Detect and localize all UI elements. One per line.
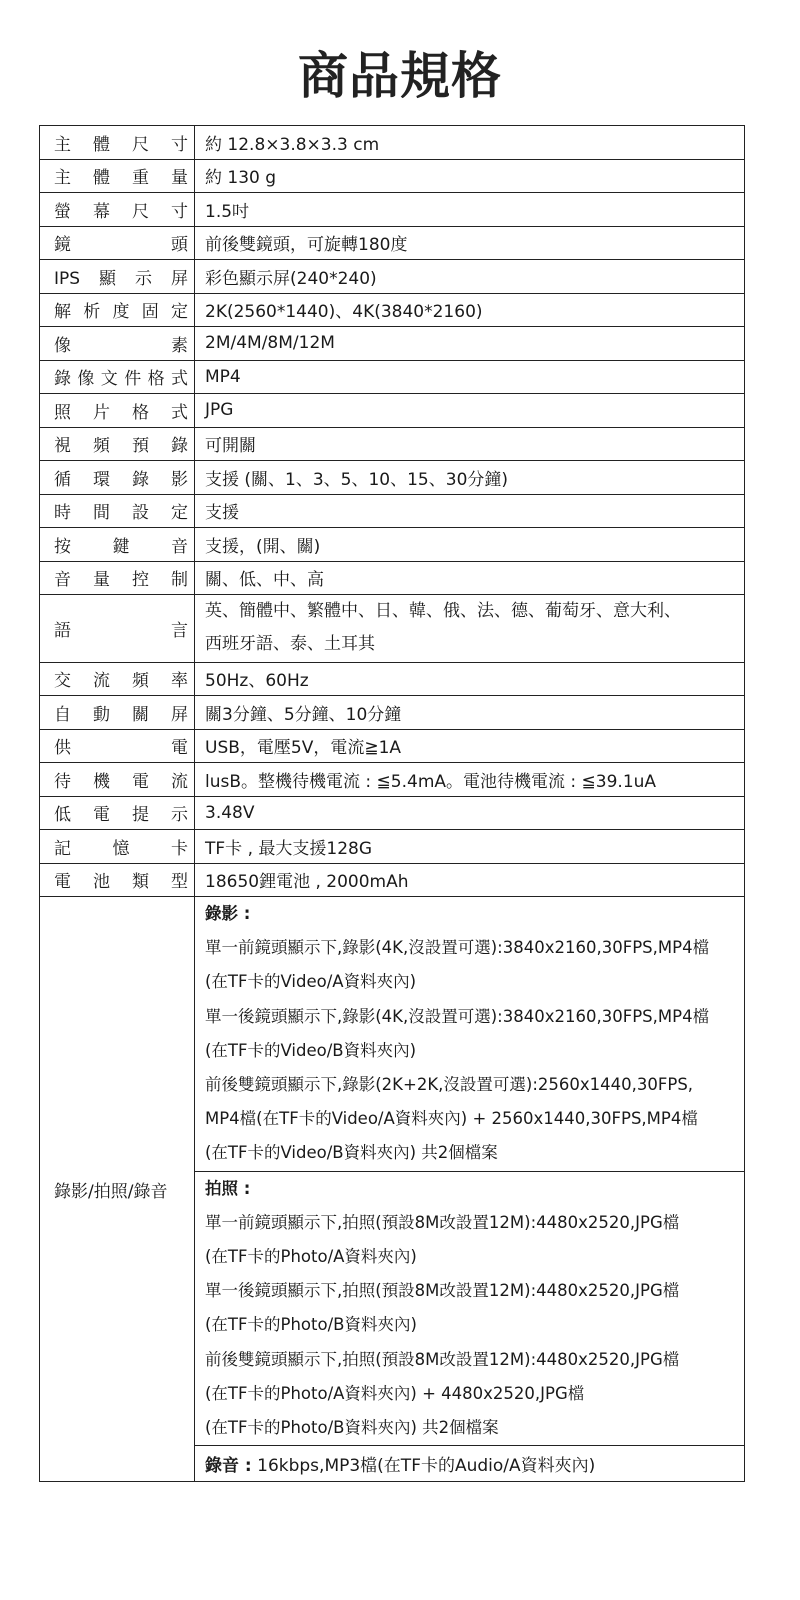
- spec-row: [40, 830, 745, 864]
- spec-value-cell: [195, 260, 745, 294]
- spec-label: 螢幕尺寸: [54, 201, 188, 222]
- spec-row: [40, 394, 745, 428]
- spec-label-cell: [40, 193, 195, 227]
- photo-line: 單一後鏡頭顯示下,拍照(預設8M改設置12M):4480x2520,JPG檔: [205, 1281, 680, 1301]
- spec-label: 像素: [54, 335, 188, 356]
- spec-label: 時間設定: [54, 503, 188, 524]
- spec-row: [40, 126, 745, 160]
- spec-table: [39, 125, 745, 1482]
- audio-value: 16kbps,MP3檔(在TF卡的Audio/A資料夾內): [251, 1456, 596, 1477]
- spec-value-cell: [195, 427, 745, 461]
- spec-value: 約 12.8×3.8×3.3 cm: [205, 134, 380, 155]
- photo-line: 前後雙鏡頭顯示下,拍照(預設8M改設置12M):4480x2520,JPG檔: [205, 1349, 680, 1369]
- spec-value: 50Hz、60Hz: [205, 671, 309, 692]
- spec-value-cell: [195, 159, 745, 193]
- photo-line: (在TF卡的Photo/B資料夾內): [205, 1315, 417, 1335]
- spec-value: 約 130 g: [205, 168, 277, 189]
- spec-label-cell: [40, 528, 195, 562]
- spec-value: JPG: [205, 400, 234, 421]
- video-line: 單一後鏡頭顯示下,錄影(4K,沒設置可選):3840x2160,30FPS,MP4檔: [205, 1006, 710, 1026]
- spec-label: 記憶卡: [54, 838, 188, 859]
- spec-value: 前後雙鏡頭，可旋轉180度: [205, 235, 408, 256]
- spec-value: lusB。整機待機電流 : ≦5.4mA。電池待機電流 : ≦39.1uA: [205, 771, 657, 792]
- photo-line: (在TF卡的Photo/A資料夾內) + 4480x2520,JPG檔: [205, 1383, 585, 1403]
- spec-value: 關、低、中、高: [205, 570, 324, 591]
- spec-value-cell: [195, 293, 745, 327]
- spec-value-cell: [195, 796, 745, 830]
- video-heading: 錄影 :: [205, 904, 251, 923]
- spec-value-cell: [195, 763, 745, 797]
- spec-label-cell: [40, 327, 195, 361]
- spec-value-cell: [195, 360, 745, 394]
- spec-value-cell: [195, 561, 745, 595]
- spec-label-cell: [40, 729, 195, 763]
- spec-label-cell: [40, 461, 195, 495]
- spec-label: 待機電流: [54, 771, 188, 792]
- spec-label: 主體重量: [54, 168, 188, 189]
- recording-section: [40, 897, 745, 1482]
- spec-value-cell: [195, 528, 745, 562]
- spec-value: TF卡 , 最大支援128G: [205, 838, 372, 859]
- spec-value: 2M/4M/8M/12M: [205, 333, 335, 354]
- video-line: 前後雙鏡頭顯示下,錄影(2K+2K,沒設置可選):2560x1440,30FPS,: [205, 1075, 694, 1095]
- spec-row: [40, 528, 745, 562]
- spec-value-cell: [195, 696, 745, 730]
- spec-body: [40, 126, 745, 897]
- spec-value: 1.5吋: [205, 201, 250, 222]
- video-line: (在TF卡的Video/B資料夾內): [205, 1040, 417, 1060]
- spec-value-cell: [195, 193, 745, 227]
- photo-heading: 拍照 :: [205, 1178, 251, 1198]
- spec-row: [40, 863, 745, 897]
- spec-label: 視頻預錄: [54, 436, 188, 457]
- spec-value: 支援 (關、1、3、5、10、15、30分鐘): [205, 469, 509, 490]
- spec-row: [40, 360, 745, 394]
- spec-value: 2K(2560*1440)、4K(3840*2160): [205, 302, 483, 323]
- spec-label: 低電提示: [54, 805, 188, 826]
- photo-line: 單一前鏡頭顯示下,拍照(預設8M改設置12M):4480x2520,JPG檔: [205, 1212, 680, 1232]
- spec-value: 關3分鐘、5分鐘、10分鐘: [205, 704, 402, 725]
- video-line: (在TF卡的Video/A資料夾內): [205, 972, 417, 992]
- video-line: 單一前鏡頭顯示下,錄影(4K,沒設置可選):3840x2160,30FPS,MP4檔: [205, 938, 710, 958]
- recording-label: 錄影/拍照/錄音: [40, 897, 195, 1482]
- spec-label: 按鍵音: [54, 536, 188, 557]
- spec-value-cell: [195, 662, 745, 696]
- spec-value: USB，電壓5V，電流≧1A: [205, 738, 402, 759]
- spec-row: [40, 796, 745, 830]
- spec-value-cell: [195, 226, 745, 260]
- photo-spec: [195, 1171, 745, 1446]
- spec-label-cell: [40, 360, 195, 394]
- spec-value: 彩色顯示屏(240*240): [205, 268, 377, 289]
- spec-value-cell: [195, 729, 745, 763]
- spec-label: 自動關屏: [54, 704, 188, 725]
- spec-value-cell: [195, 863, 745, 897]
- spec-row: [40, 662, 745, 696]
- spec-row: [40, 327, 745, 361]
- spec-row: [40, 260, 745, 294]
- spec-value-cell: [195, 126, 745, 160]
- spec-label: 主體尺寸: [54, 134, 188, 155]
- spec-label-cell: [40, 696, 195, 730]
- spec-row: [40, 461, 745, 495]
- video-line: (在TF卡的Video/B資料夾內) 共2個檔案: [205, 1143, 498, 1163]
- spec-value-cell: [195, 494, 745, 528]
- spec-label-cell: [40, 260, 195, 294]
- spec-label-cell: [40, 863, 195, 897]
- spec-row: [40, 561, 745, 595]
- spec-label-cell: [40, 662, 195, 696]
- spec-value-cell: [195, 830, 745, 864]
- spec-label-cell: [40, 561, 195, 595]
- spec-label-cell: [40, 226, 195, 260]
- spec-row: [40, 494, 745, 528]
- spec-label-cell: [40, 763, 195, 797]
- spec-label: 音量控制: [54, 570, 188, 591]
- spec-label: 解析度固定: [54, 302, 188, 323]
- spec-row: [40, 595, 745, 663]
- recording-row-video: [40, 897, 745, 1172]
- spec-label: 循環錄影: [54, 469, 188, 490]
- spec-value-line: 西班牙語、泰、土耳其: [205, 634, 375, 655]
- spec-row: [40, 729, 745, 763]
- spec-label-cell: [40, 126, 195, 160]
- spec-value-line: 英、簡體中、繁體中、日、韓、俄、法、德、葡萄牙、意大利、: [205, 601, 681, 622]
- spec-label-cell: [40, 830, 195, 864]
- spec-value: 3.48V: [205, 802, 255, 823]
- spec-value-cell: [195, 461, 745, 495]
- spec-label: 電池類型: [54, 872, 188, 893]
- photo-line: (在TF卡的Photo/A資料夾內): [205, 1247, 417, 1267]
- spec-label: 語言: [54, 620, 188, 641]
- spec-label: IPS顯示屏: [54, 268, 188, 289]
- spec-value-cell: [195, 595, 745, 663]
- spec-label-cell: [40, 427, 195, 461]
- spec-row: [40, 696, 745, 730]
- page-title: 商品規格: [298, 47, 502, 105]
- video-spec: [195, 897, 745, 1172]
- spec-label-cell: [40, 595, 195, 663]
- spec-row: [40, 159, 745, 193]
- spec-label: 供電: [54, 738, 188, 759]
- spec-value: 18650鋰電池 , 2000mAh: [205, 872, 409, 893]
- spec-label-cell: [40, 293, 195, 327]
- spec-label: 照片格式: [54, 402, 188, 423]
- spec-row: [40, 427, 745, 461]
- spec-value: 支援，(開、關): [205, 536, 321, 557]
- spec-value: MP4: [205, 366, 241, 387]
- spec-value-cell: [195, 394, 745, 428]
- spec-value: 支援: [205, 503, 239, 524]
- spec-label-cell: [40, 494, 195, 528]
- spec-row: [40, 293, 745, 327]
- audio-heading: 錄音 :: [205, 1456, 252, 1477]
- spec-row: [40, 763, 745, 797]
- spec-label-cell: [40, 394, 195, 428]
- spec-label: 鏡頭: [54, 235, 188, 256]
- spec-value-cell: [195, 327, 745, 361]
- spec-label: 錄像文件格式: [54, 369, 188, 390]
- photo-line: (在TF卡的Photo/B資料夾內) 共2個檔案: [205, 1418, 499, 1438]
- spec-label-cell: [40, 159, 195, 193]
- spec-label: 交流頻率: [54, 671, 188, 692]
- spec-row: [40, 193, 745, 227]
- spec-value: 可開關: [205, 436, 256, 457]
- spec-row: [40, 226, 745, 260]
- video-line: MP4檔(在TF卡的Video/A資料夾內) + 2560x1440,30FPS,MP4檔: [205, 1109, 698, 1129]
- audio-spec: [195, 1446, 745, 1482]
- spec-label-cell: [40, 796, 195, 830]
